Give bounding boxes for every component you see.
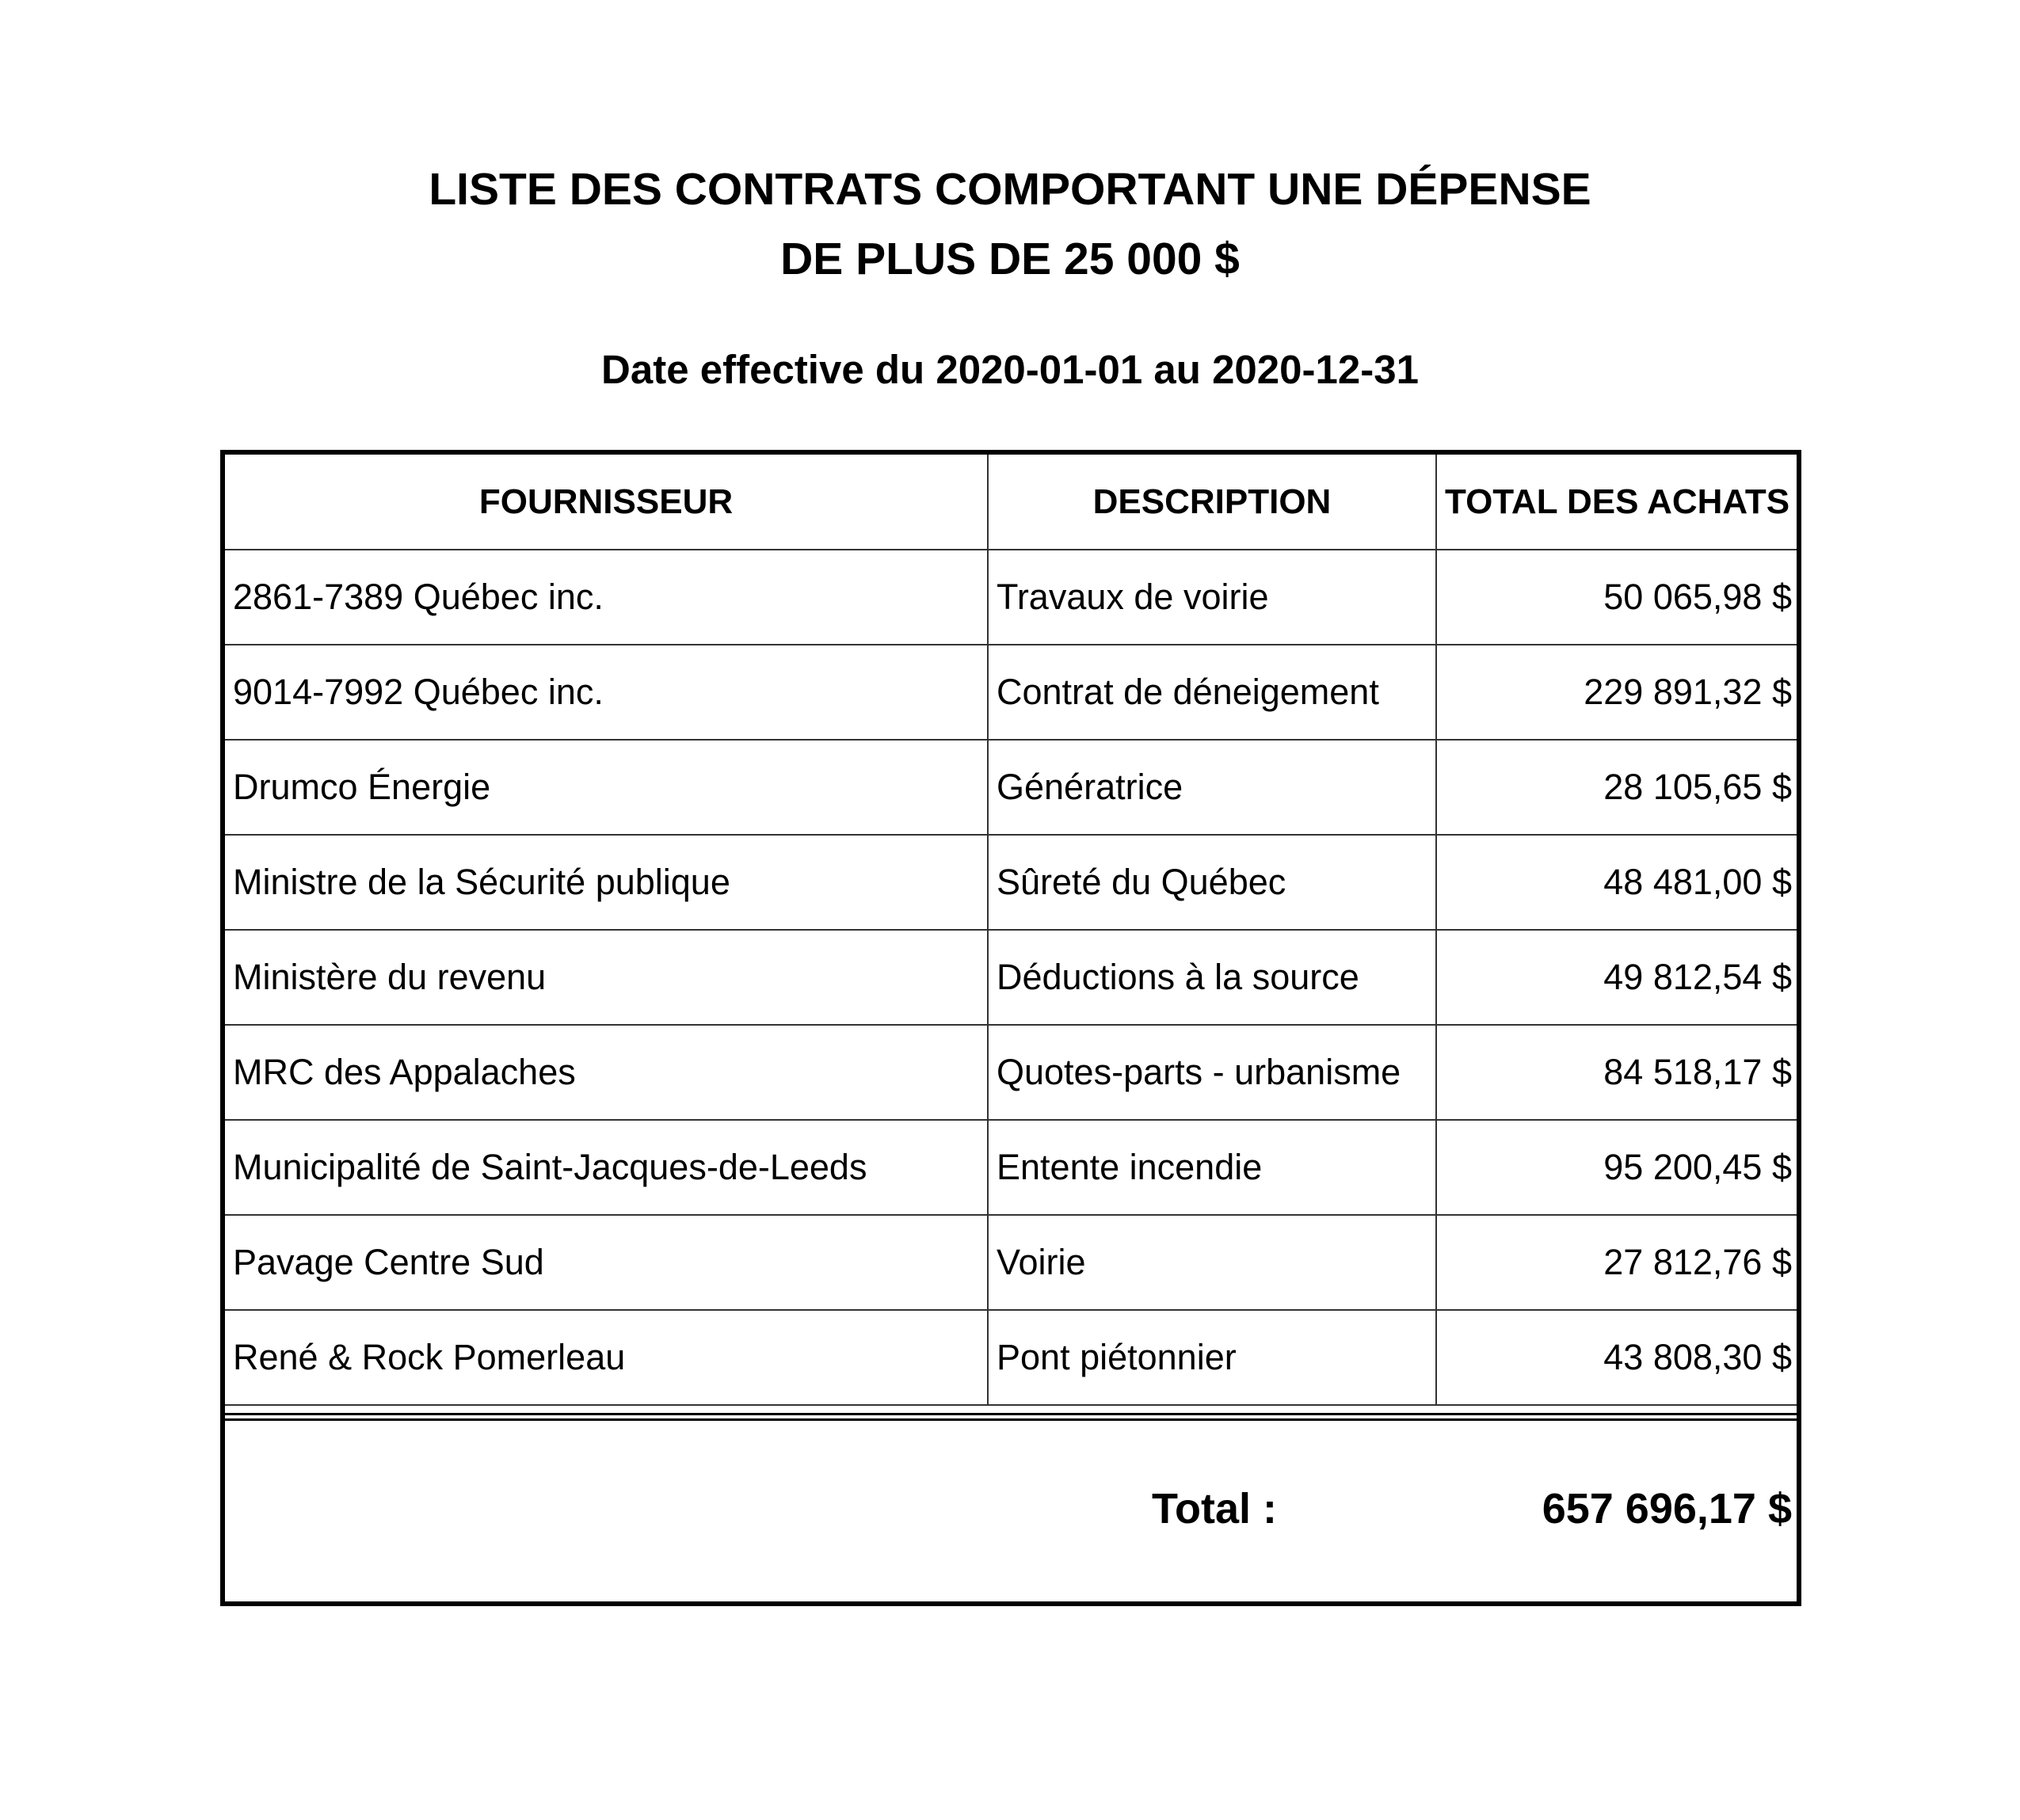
supplier-cell: Municipalité de Saint-Jacques-de-Leeds [225,1120,988,1215]
total-label: Total : [1152,1485,1277,1533]
amount-cell: 229 891,32 $ [1436,645,1797,740]
supplier-cell: Ministre de la Sécurité publique [225,835,988,930]
amount-cell: 27 812,76 $ [1436,1215,1797,1310]
header-total: TOTAL DES ACHATS [1436,455,1797,550]
contracts-table-frame [220,450,1801,1606]
description-cell: Voirie [988,1215,1436,1310]
supplier-cell: Ministère du revenu [225,930,988,1025]
description-cell: Entente incendie [988,1120,1436,1215]
document-title [0,154,2020,294]
amount-cell: 43 808,30 $ [1436,1310,1797,1405]
table-row [225,1310,1797,1405]
table-row [225,1215,1797,1310]
amount-cell: 84 518,17 $ [1436,1025,1797,1120]
table-row [225,550,1797,645]
title-line-1: LISTE DES CONTRATS COMPORTANT UNE DÉPENSE [429,164,1591,215]
table-row [225,835,1797,930]
amount-cell: 95 200,45 $ [1436,1120,1797,1215]
total-row [225,1413,1797,1601]
supplier-cell: Pavage Centre Sud [225,1215,988,1310]
amount-cell: 49 812,54 $ [1436,930,1797,1025]
header-supplier: FOURNISSEUR [225,455,988,550]
description-cell: Sûreté du Québec [988,835,1436,930]
supplier-cell: René & Rock Pomerleau [225,1310,988,1405]
table-header-row [225,455,1797,550]
supplier-cell: 2861-7389 Québec inc. [225,550,988,645]
amount-cell: 28 105,65 $ [1436,740,1797,835]
description-cell: Pont piétonnier [988,1310,1436,1405]
title-line-2: DE PLUS DE 25 000 $ [780,234,1240,284]
description-cell: Travaux de voirie [988,550,1436,645]
amount-cell: 50 065,98 $ [1436,550,1797,645]
description-cell: Contrat de déneigement [988,645,1436,740]
table-row [225,1025,1797,1120]
table-row [225,740,1797,835]
supplier-cell: MRC des Appalaches [225,1025,988,1120]
description-cell: Déductions à la source [988,930,1436,1025]
description-cell: Génératrice [988,740,1436,835]
supplier-cell: 9014-7992 Québec inc. [225,645,988,740]
effective-date-subtitle: Date effective du 2020-01-01 au 2020-12-31 [601,347,1419,392]
contracts-table [225,455,1797,1406]
table-row [225,645,1797,740]
table-row [225,1120,1797,1215]
header-description: DESCRIPTION [988,455,1436,550]
description-cell: Quotes-parts - urbanisme [988,1025,1436,1120]
supplier-cell: Drumco Énergie [225,740,988,835]
total-value: 657 696,17 $ [1542,1485,1792,1533]
table-row [225,930,1797,1025]
amount-cell: 48 481,00 $ [1436,835,1797,930]
